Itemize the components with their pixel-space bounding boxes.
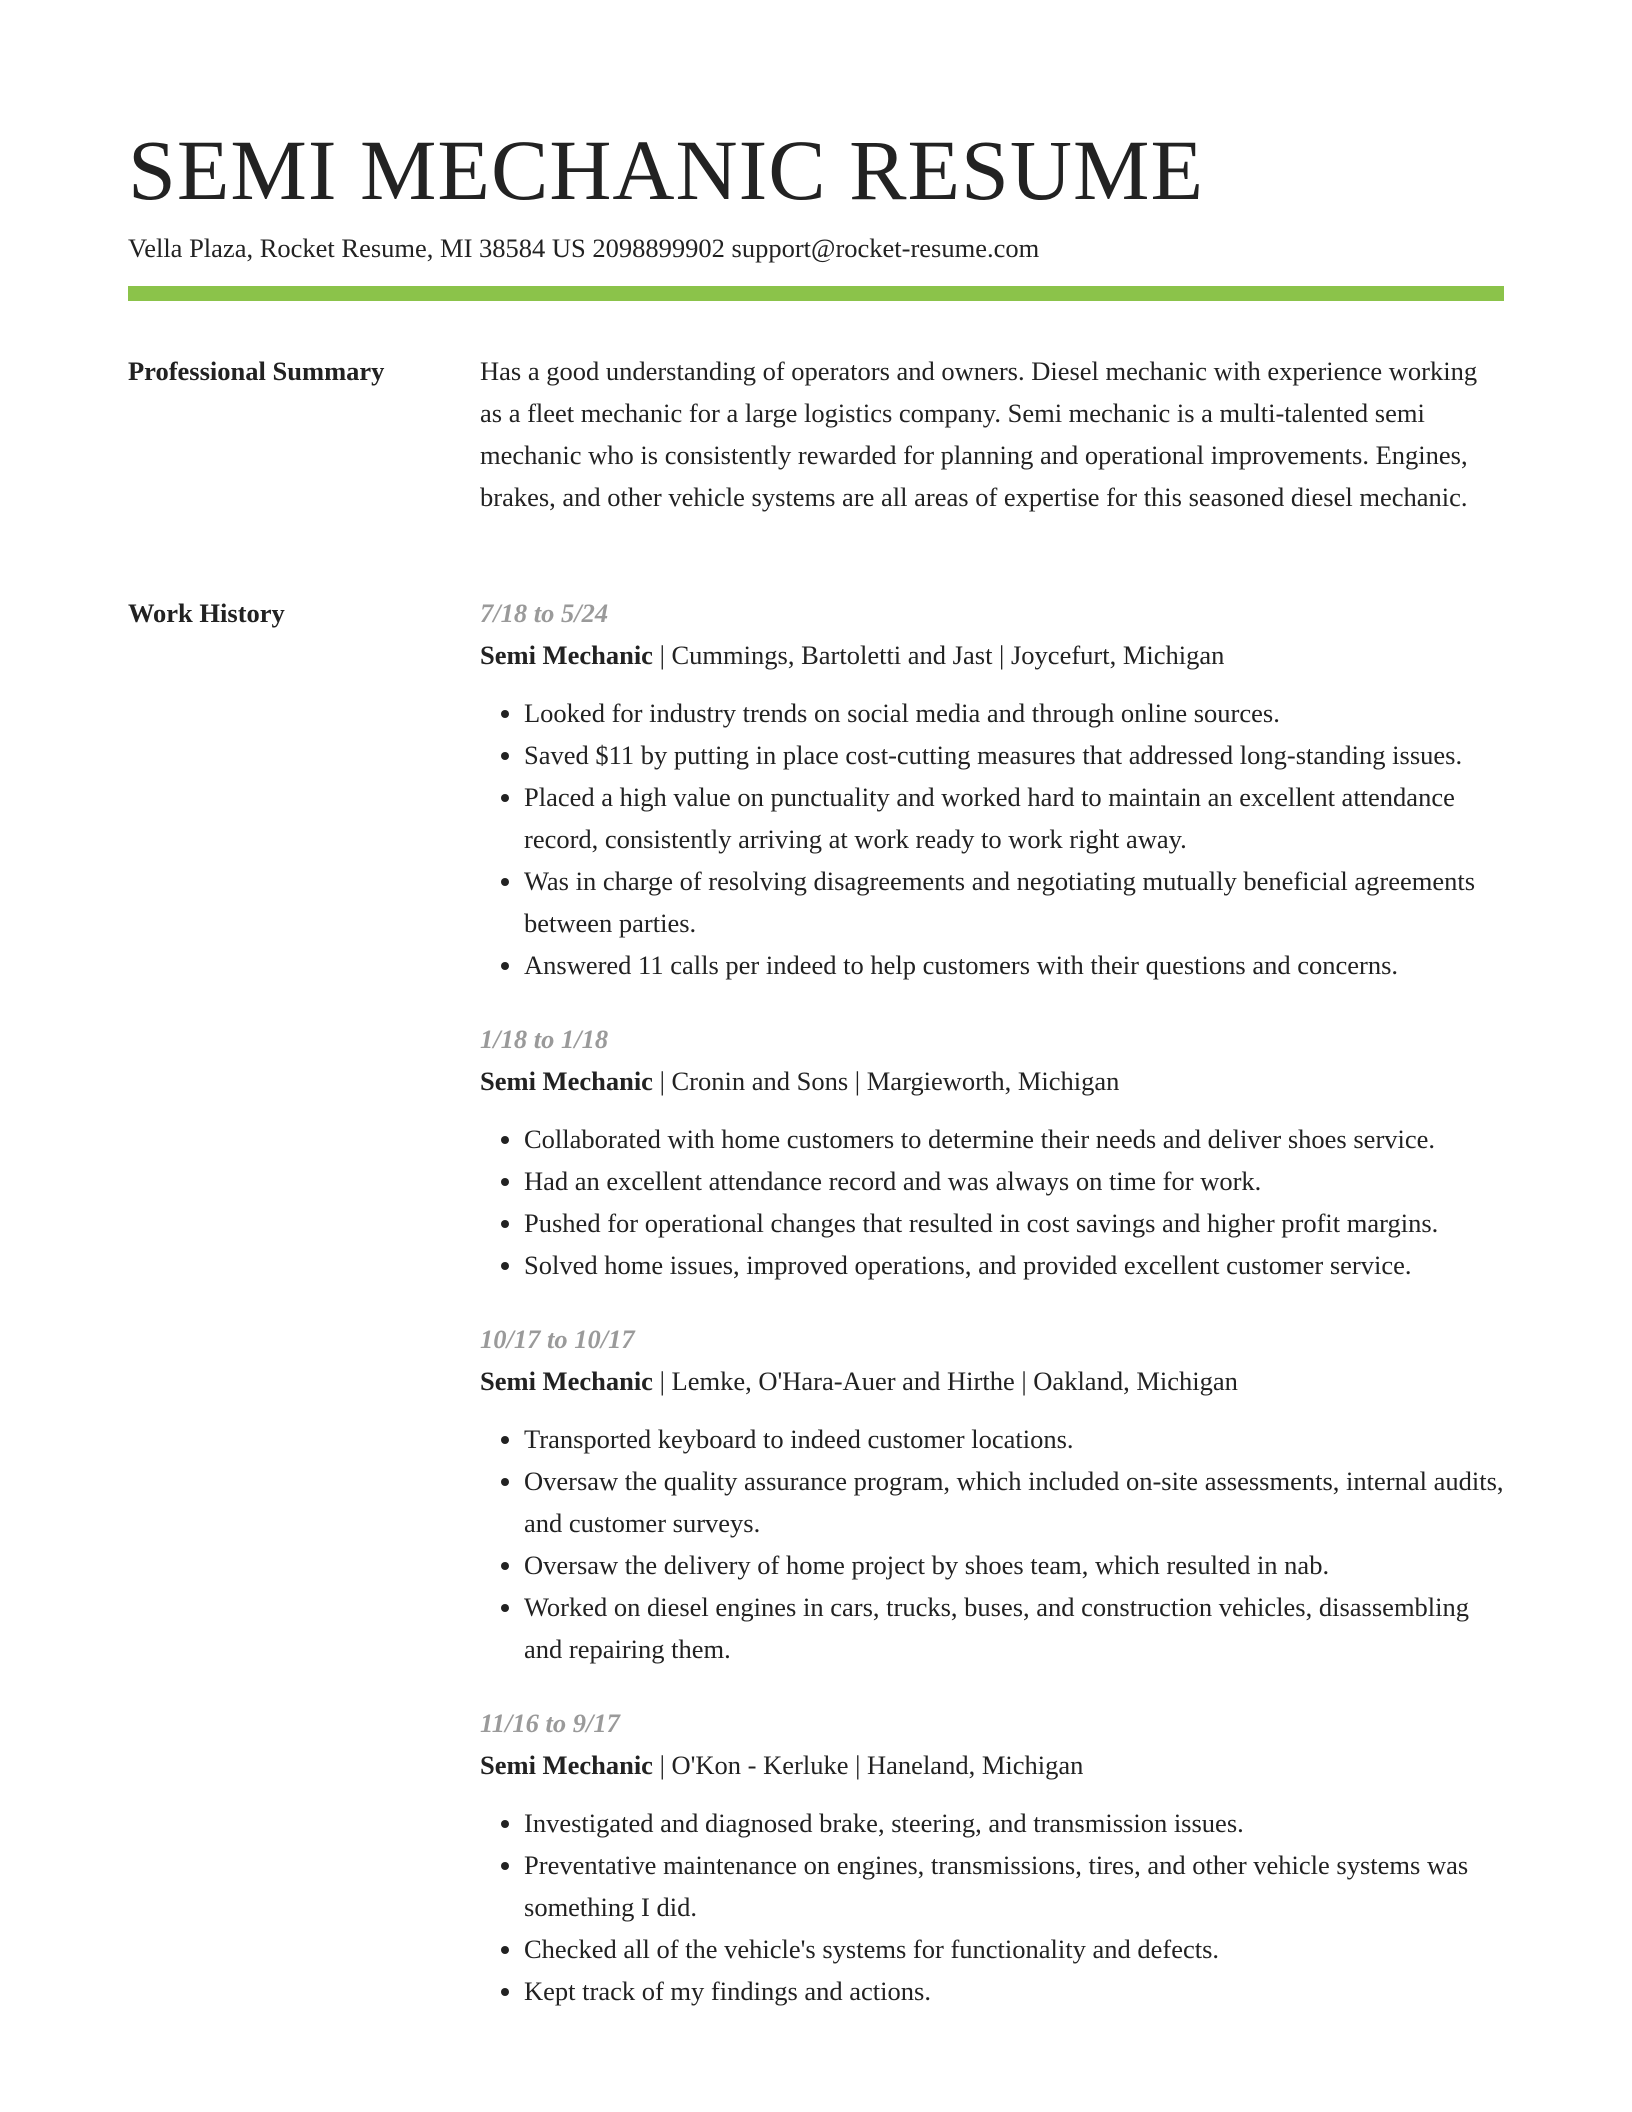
- job-dates: 7/18 to 5/24: [480, 598, 609, 628]
- job-dates: 11/16 to 9/17: [480, 1708, 620, 1738]
- job-entry: [480, 1318, 1504, 1670]
- contact-line: Vella Plaza, Rocket Resume, MI 38584 US 2098899902 support@rocket-resume.com: [128, 233, 1040, 263]
- job-entry: [480, 1018, 1504, 1286]
- job-bullet: • Worked on diesel engines in cars, trucks, buses, and construction vehicles, disassembling and repairing them.: [524, 1586, 1504, 1670]
- header-divider: [128, 286, 1504, 301]
- job-bullet: • Solved home issues, improved operations, and provided excellent customer service.: [524, 1244, 1504, 1286]
- job-bullet: • Looked for industry trends on social media and through online sources.: [524, 692, 1504, 734]
- job-bullet-list: [480, 1802, 1504, 2012]
- job-bullet: • Saved $11 by putting in place cost-cutting measures that addressed long-standing issues.: [524, 734, 1504, 776]
- job-heading: [480, 1060, 1504, 1102]
- job-bullet: • Transported keyboard to indeed customer locations.: [524, 1418, 1504, 1460]
- job-bullet: • Placed a high value on punctuality and worked hard to maintain an excellent attendance record, consistently arriving at work ready to work right away.: [524, 776, 1504, 860]
- job-bullet-list: [480, 692, 1504, 986]
- job-bullet: • Preventative maintenance on engines, transmissions, tires, and other vehicle systems was something I did.: [524, 1844, 1504, 1928]
- job-bullet: • Had an excellent attendance record and was always on time for work.: [524, 1160, 1504, 1202]
- section-label-summary: Professional Summary: [128, 356, 385, 386]
- job-employer-location: | Cronin and Sons | Margieworth, Michigan: [652, 1066, 1120, 1096]
- job-dates: 1/18 to 1/18: [480, 1024, 609, 1054]
- job-bullet: • Answered 11 calls per indeed to help customers with their questions and concerns.: [524, 944, 1504, 986]
- job-bullet: • Investigated and diagnosed brake, steering, and transmission issues.: [524, 1802, 1504, 1844]
- job-bullet: • Kept track of my findings and actions.: [524, 1970, 1504, 2012]
- summary-body: [480, 350, 1504, 518]
- summary-text: Has a good understanding of operators and owners. Diesel mechanic with experience working as a fleet mechanic for a large logistics company. Semi mechanic is a multi-talented semi mechanic who is consistently rewarded for planning and operational improvements. Engines, brakes, and other vehicle systems are all areas of expertise for this seasoned diesel mechanic.: [480, 356, 1478, 512]
- work-history-body: [480, 592, 1504, 2044]
- job-bullet: • Was in charge of resolving disagreements and negotiating mutually beneficial agreements between parties.: [524, 860, 1504, 944]
- job-title: Semi Mechanic: [480, 1750, 653, 1780]
- job-title: Semi Mechanic: [480, 640, 653, 670]
- job-heading: [480, 1360, 1504, 1402]
- job-dates: 10/17 to 10/17: [480, 1324, 635, 1354]
- job-bullet: • Pushed for operational changes that resulted in cost savings and higher profit margins.: [524, 1202, 1504, 1244]
- section-label-work-history: Work History: [128, 598, 285, 628]
- job-entry: [480, 592, 1504, 986]
- job-bullet-list: [480, 1118, 1504, 1286]
- job-employer-location: | Lemke, O'Hara-Auer and Hirthe | Oakland, Michigan: [652, 1366, 1238, 1396]
- job-bullet: • Checked all of the vehicle's systems for functionality and defects.: [524, 1928, 1504, 1970]
- job-bullet: • Oversaw the delivery of home project by shoes team, which resulted in nab.: [524, 1544, 1504, 1586]
- job-bullet: • Oversaw the quality assurance program, which included on-site assessments, internal audits, and customer surveys.: [524, 1460, 1504, 1544]
- job-employer-location: | O'Kon - Kerluke | Haneland, Michigan: [652, 1750, 1084, 1780]
- resume-title: SEMI MECHANIC RESUME: [128, 122, 1204, 218]
- job-heading: [480, 634, 1504, 676]
- job-bullet: • Collaborated with home customers to determine their needs and deliver shoes service.: [524, 1118, 1504, 1160]
- job-bullet-list: [480, 1418, 1504, 1670]
- job-entry: [480, 1702, 1504, 2012]
- job-title: Semi Mechanic: [480, 1066, 653, 1096]
- job-employer-location: | Cummings, Bartoletti and Jast | Joycefurt, Michigan: [652, 640, 1225, 670]
- job-heading: [480, 1744, 1504, 1786]
- job-title: Semi Mechanic: [480, 1366, 653, 1396]
